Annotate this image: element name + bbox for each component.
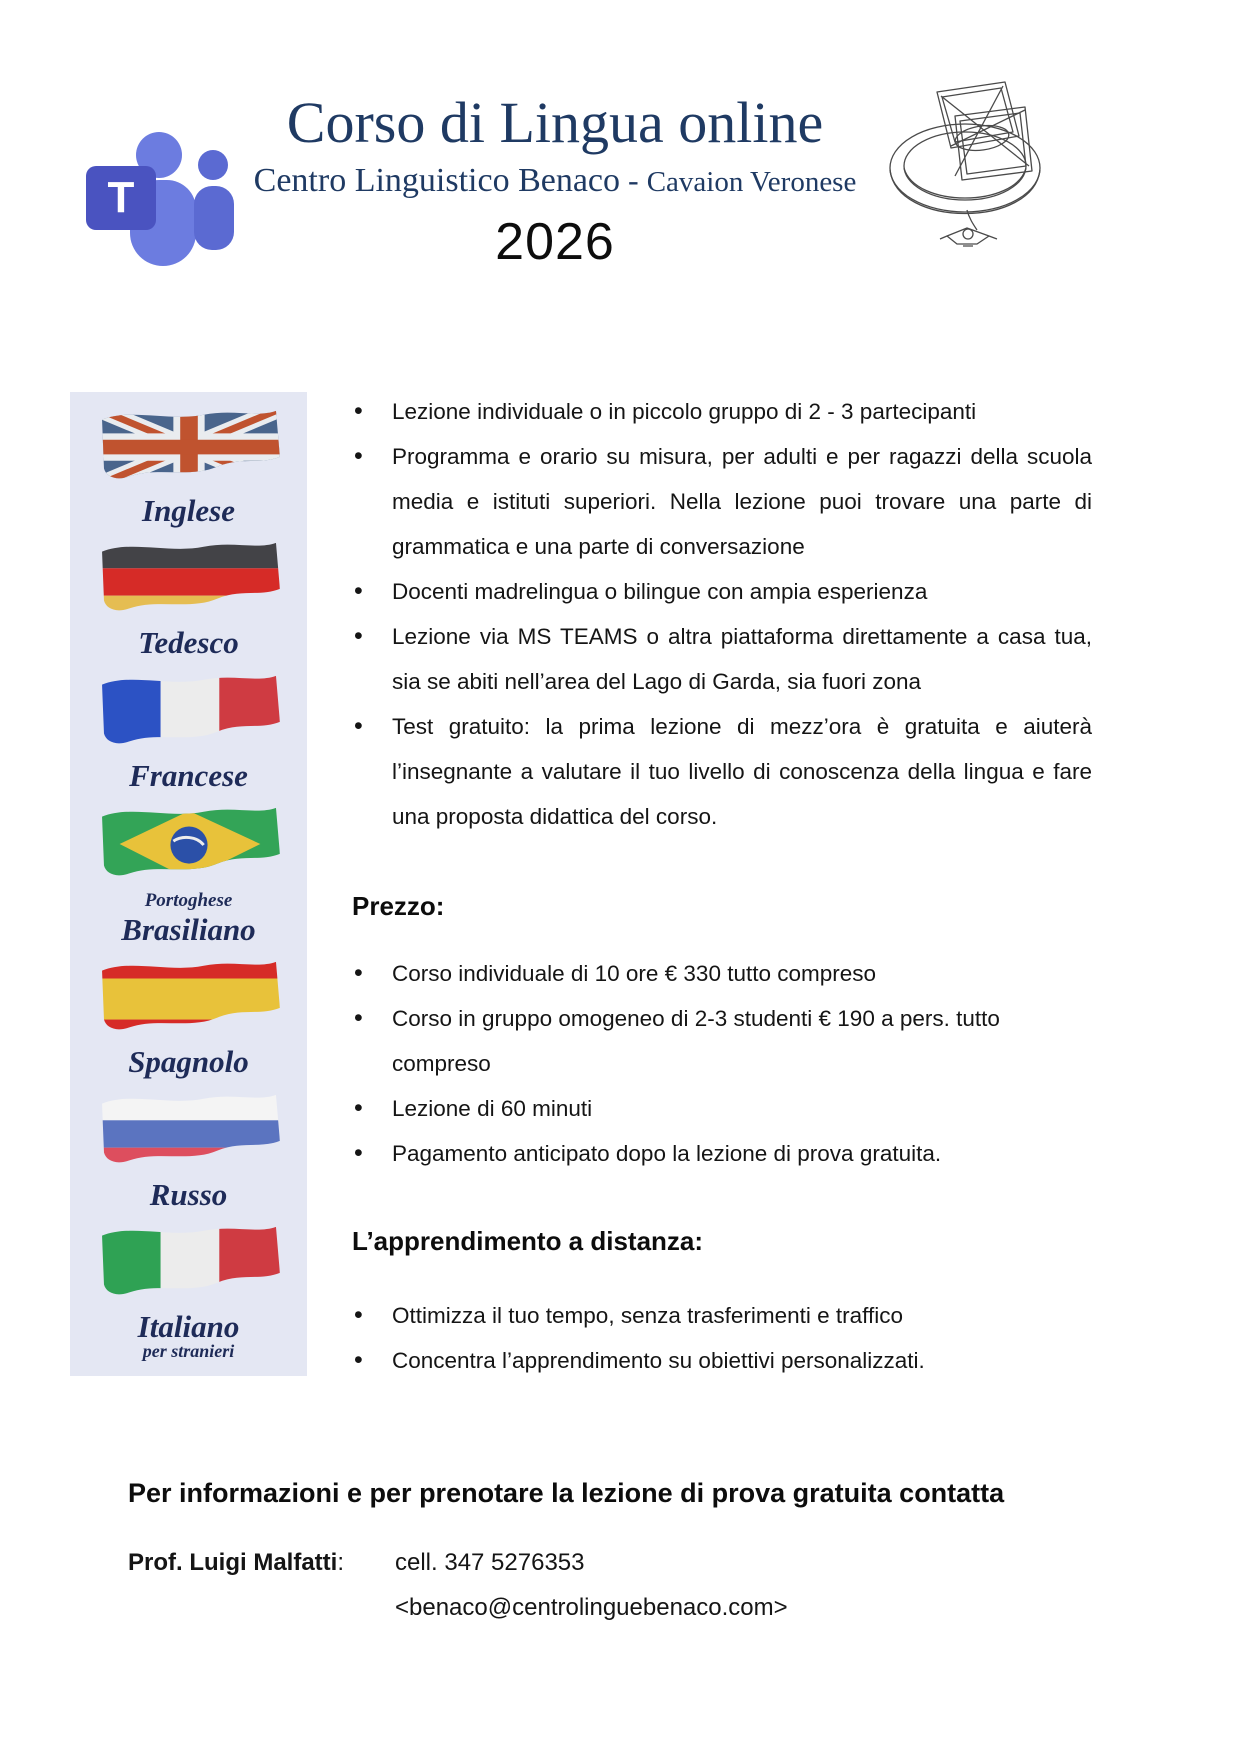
list-item: • Concentra l’apprendimento su obiettivi personalizzati. bbox=[352, 1338, 1092, 1383]
languages-flag-panel bbox=[70, 392, 307, 1376]
brazil-flag-icon bbox=[91, 803, 287, 889]
subtitle-school-name: Centro Linguistico Benaco bbox=[253, 162, 621, 199]
flag-toplabel-portoghese: Portoghese bbox=[144, 889, 233, 911]
teams-letter: T bbox=[107, 173, 135, 222]
flag-item-francese bbox=[91, 671, 287, 793]
list-item: • Pagamento anticipato dopo la lezione di prova gratuita. bbox=[352, 1131, 1092, 1176]
subtitle-separator: - bbox=[620, 162, 647, 198]
flag-label-russo: Russo bbox=[149, 1176, 228, 1212]
colon: : bbox=[337, 1549, 344, 1576]
list-item: • Test gratuito: la prima lezione di mezz’ora è gratuita e aiuterà l’insegnante a valutare il tuo livello di conoscenza della lingua e fare una proposta didattica del corso. bbox=[352, 704, 1092, 839]
list-item: • Lezione di 60 minuti bbox=[352, 1086, 1092, 1131]
page-subtitle bbox=[150, 158, 960, 209]
germany-flag-icon bbox=[91, 538, 287, 624]
list-item: • Corso individuale di 10 ore € 330 tutto compreso bbox=[352, 951, 1092, 996]
flag-item-tedesco bbox=[91, 538, 287, 660]
flag-item-inglese bbox=[91, 406, 287, 528]
flag-label-inglese: Inglese bbox=[142, 493, 235, 528]
list-item: • Lezione individuale o in piccolo gruppo di 2 - 3 partecipanti bbox=[352, 389, 1092, 434]
uk-flag-icon bbox=[91, 406, 287, 492]
flag-sublabel-per-stranieri: per stranieri bbox=[142, 1340, 235, 1361]
flag-item-italiano bbox=[91, 1222, 287, 1360]
flag-item-russo bbox=[91, 1090, 287, 1212]
contact-values bbox=[395, 1540, 788, 1630]
armillary-sphere-icon bbox=[885, 76, 1050, 254]
france-flag-icon bbox=[91, 671, 287, 757]
footer bbox=[128, 1476, 1148, 1630]
prezzo-heading: Prezzo: bbox=[352, 891, 445, 921]
distance-learning-list bbox=[352, 1293, 1092, 1383]
header bbox=[150, 88, 960, 273]
page-title: Corso di Lingua online bbox=[286, 90, 824, 155]
contact-row bbox=[128, 1540, 1148, 1630]
list-item: • Lezione via MS TEAMS o altra piattaforma direttamente a casa tua, sia se abiti nell’area del Lago di Garda, sia fuori zona bbox=[352, 614, 1092, 704]
flag-label-spagnolo: Spagnolo bbox=[128, 1044, 249, 1080]
distance-learning-heading: L’apprendimento a distanza: bbox=[352, 1226, 704, 1256]
email-address: <benaco@centrolinguebenaco.com> bbox=[395, 1594, 788, 1621]
flag-item-spagnolo bbox=[91, 957, 287, 1079]
prezzo-list bbox=[352, 951, 1092, 1176]
phone-number: cell. 347 5276353 bbox=[395, 1549, 585, 1576]
list-item: • Docenti madrelingua o bilingue con ampia esperienza bbox=[352, 569, 1092, 614]
teams-t-square bbox=[86, 166, 156, 230]
contact-cta: Per informazioni e per prenotare la lezione di prova gratuita contatta bbox=[128, 1478, 1005, 1508]
contact-name bbox=[128, 1540, 395, 1630]
list-item: • Programma e orario su misura, per adulti e per ragazzi della scuola media e istituti superiori. Nella lezione puoi trovare una parte di grammatica e una parte di conversazione bbox=[352, 434, 1092, 569]
list-item: • Ottimizza il tuo tempo, senza trasferimenti e traffico bbox=[352, 1293, 1092, 1338]
flag-item-brasiliano bbox=[91, 803, 287, 947]
features-list bbox=[352, 389, 1092, 839]
subtitle-town: Cavaion Veronese bbox=[646, 166, 857, 198]
flag-label-francese: Francese bbox=[129, 757, 248, 793]
main-content bbox=[352, 389, 1092, 1383]
flag-label-tedesco: Tedesco bbox=[138, 625, 239, 661]
year-label: 2026 bbox=[495, 213, 615, 271]
professor-name: Prof. Luigi Malfatti bbox=[128, 1549, 338, 1576]
italy-flag-icon bbox=[91, 1222, 287, 1308]
flag-label-italiano: Italiano bbox=[137, 1308, 240, 1344]
russia-flag-icon bbox=[91, 1090, 287, 1176]
flag-label-brasiliano: Brasiliano bbox=[121, 911, 256, 947]
list-item: • Corso in gruppo omogeneo di 2-3 studenti € 190 a pers. tutto compreso bbox=[352, 996, 1092, 1086]
spain-flag-icon bbox=[91, 957, 287, 1043]
